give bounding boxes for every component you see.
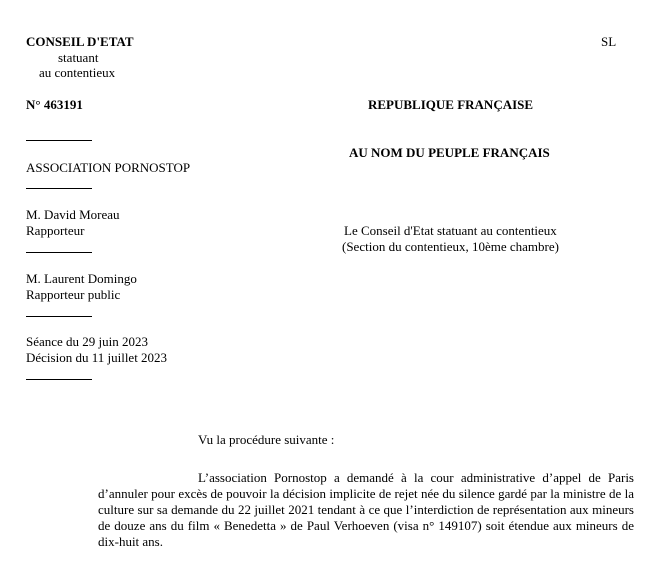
public-rapporteur-role: Rapporteur public (26, 287, 121, 302)
court-subtitle-statuant: statuant (58, 50, 99, 65)
public-rapporteur-name: M. Laurent Domingo (26, 271, 137, 286)
procedure-heading: Vu la procédure suivante : (198, 432, 335, 447)
hearing-date: Séance du 29 juin 2023 (26, 334, 149, 349)
republic-heading: REPUBLIQUE FRANÇAISE (368, 97, 534, 112)
paragraph-1-text: L’association Pornostop a demandé à la cour administrative d’appel de Paris d’annuler pour excès de pouvoir la décision implicite de rejet née du silence gardé par la ministre de la culture sur sa demande du 22 juillet 2021 tendant à ce que l’interdiction de représentation aux mineurs de douze ans du film « Benedetta » de Paul Verhoeven (visa n° 149107) soit étendue aux mineurs de dix-huit ans. (98, 470, 634, 549)
people-heading: AU NOM DU PEUPLE FRANÇAIS (349, 145, 550, 160)
court-name: CONSEIL D'ETAT (26, 34, 134, 49)
decision-date: Décision du 11 juillet 2023 (26, 350, 168, 365)
separator-rule (26, 252, 92, 253)
party-name: ASSOCIATION PORNOSTOP (26, 160, 191, 175)
case-number: N° 463191 (26, 97, 83, 112)
formation-line-2: (Section du contentieux, 10ème chambre) (342, 239, 559, 254)
separator-rule (26, 188, 92, 189)
rapporteur-role: Rapporteur (26, 223, 85, 238)
document-initials: SL (601, 34, 617, 49)
rapporteur-name: M. David Moreau (26, 207, 120, 222)
court-subtitle-contentieux: au contentieux (39, 65, 116, 80)
paragraph-1 (98, 470, 634, 550)
formation-line-1: Le Conseil d'Etat statuant au contentieux (344, 223, 557, 238)
separator-rule (26, 140, 92, 141)
separator-rule (26, 316, 92, 317)
separator-rule (26, 379, 92, 380)
